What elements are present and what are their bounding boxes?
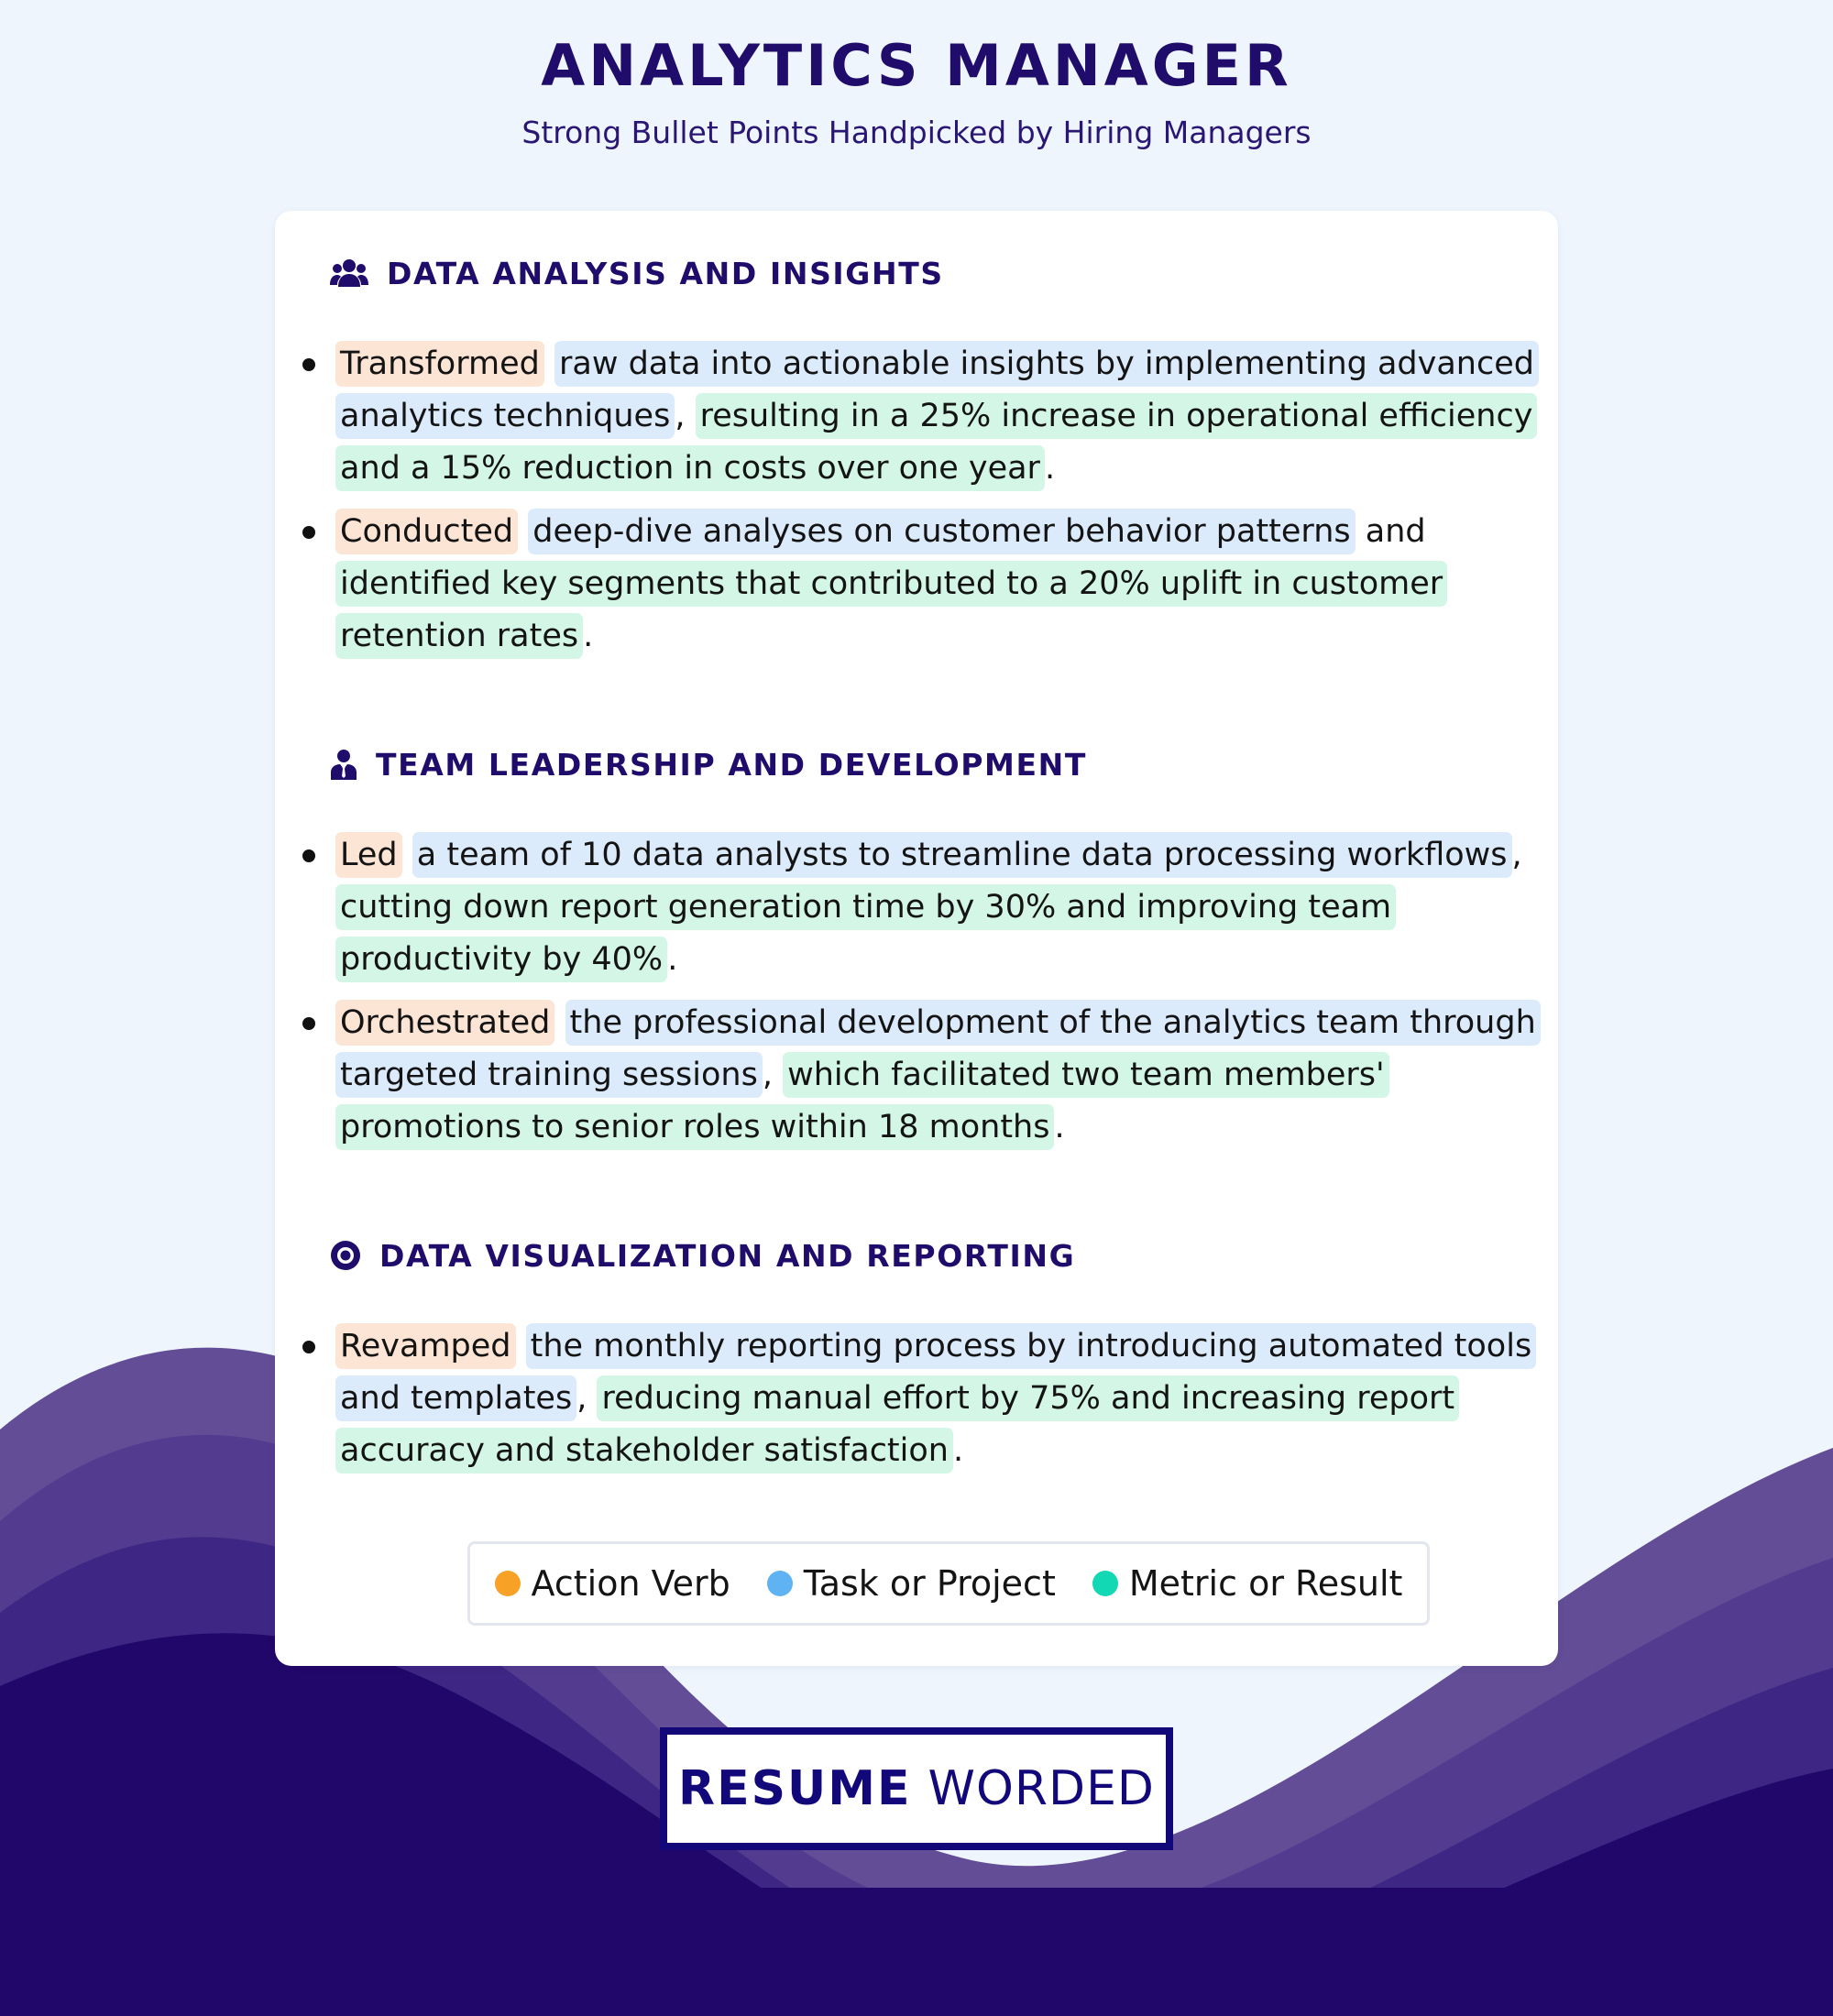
metric-text: cutting down report generation time by 30% and improving team productivity by 40% [335,884,1396,982]
task-text: deep-dive analyses on customer behavior patterns [528,509,1355,554]
bullet-dot [302,358,315,371]
legend-dot-teal [1092,1571,1118,1596]
bullet-item [275,997,1558,1154]
bullet-item [275,829,1558,986]
legend-task-or-project [767,1563,1056,1604]
end-punct: . [583,618,594,654]
metric-text: identified key segments that contributed to a 20% uplift in customer retention rates [335,561,1447,659]
legend-label: Action Verb [531,1563,730,1604]
legend-action-verb [495,1563,730,1604]
end-punct: . [1054,1109,1065,1145]
section-title: DATA VISUALIZATION AND REPORTING [379,1237,1076,1274]
end-punct: . [1044,450,1056,487]
bullet-dot [302,1017,315,1030]
resume-worded-logo[interactable] [660,1727,1173,1850]
task-text: a team of 10 data analysts to streamline data processing workflows [412,832,1512,878]
bullet-points-card [275,211,1558,1666]
bullet-dot [302,526,315,539]
bullet-item [275,338,1558,495]
user-tie-icon [330,745,357,783]
metric-text: which facilitated two team members' promotions to senior roles within 18 months [335,1052,1389,1150]
separator: and [1355,513,1426,550]
end-punct: . [952,1432,964,1469]
action-verb: Revamped [335,1323,516,1369]
users-icon [330,254,368,292]
end-punct: . [667,941,678,978]
legend-label: Metric or Result [1128,1563,1403,1604]
legend-dot-orange [495,1571,521,1596]
legend-dot-blue [767,1571,793,1596]
section-header [330,741,1087,787]
logo-bold-text: RESUME [678,1761,912,1816]
task-text: the professional development of the analytics team through targeted training sessions [335,1000,1541,1098]
bullet-list [275,338,1558,674]
section-title: DATA ANALYSIS AND INSIGHTS [387,255,944,291]
bullet-dot [302,849,315,862]
highlight-legend [467,1541,1430,1626]
bullet-item [275,506,1558,663]
page-subtitle: Strong Bullet Points Handpicked by Hiring Managers [521,115,1312,150]
section-header [330,250,944,296]
dot-circle-icon [330,1236,361,1275]
bullet-dot [302,1341,315,1353]
wave-dark-base [0,1888,1833,2016]
legend-metric-or-result [1092,1563,1403,1604]
metric-text: reducing manual effort by 75% and increasing report accuracy and stakeholder satisfaction [335,1375,1459,1474]
separator: , [1511,837,1522,873]
action-verb: Led [335,832,402,878]
page-title: ANALYTICS MANAGER [541,32,1292,99]
bullet-item [275,1320,1558,1477]
action-verb: Transformed [335,341,544,387]
separator: , [675,398,686,434]
logo-regular-text: WORDED [927,1761,1155,1816]
bullet-list [275,829,1558,1165]
task-text: raw data into actionable insights by implementing advanced analytics techniques [335,341,1539,439]
task-text: the monthly reporting process by introducing automated tools and templates [335,1323,1536,1421]
legend-label: Task or Project [803,1563,1056,1604]
action-verb: Orchestrated [335,1000,554,1046]
action-verb: Conducted [335,509,518,554]
bullet-list [275,1320,1558,1488]
metric-text: resulting in a 25% increase in operational efficiency and a 15% reduction in costs over one year [335,393,1537,491]
separator: , [576,1380,587,1417]
section-title: TEAM LEADERSHIP AND DEVELOPMENT [376,746,1087,783]
separator: , [762,1057,773,1093]
section-header [330,1233,1075,1278]
